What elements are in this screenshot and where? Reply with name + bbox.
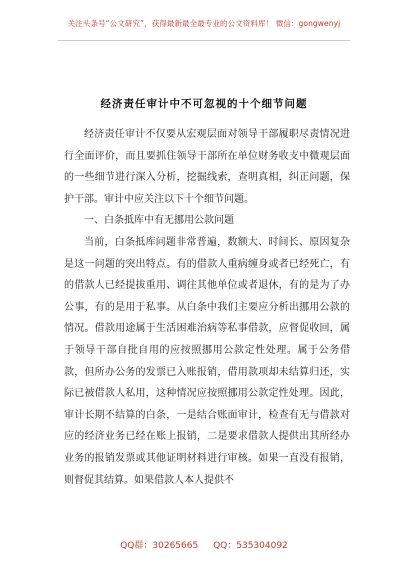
header-divider bbox=[58, 40, 350, 41]
page-footer bbox=[0, 538, 408, 551]
section-1-paragraph: 当前，白条抵库问题非常普遍，数额大、时间长、原因复杂是这一问题的突出特点。有的借款人重病缠身或者已经死亡，有的借款人已经提拔重用、调往其他单位或者退休，有的是为了办公事，有的是用于私事。从白条中我们主要应分析出挪用公款的情况。借款用途属于生活困难治病等私事借款，应督促收回，属于领导干部自批自用的应按照挪用公款定性处理。属于公务借款，但所办公务的发票已入账报销，借用款项却未结算归还，实际已被借款人私用，这种情况应按照挪用公款定性处理。因此，审计长期不结算的白条，一是结合账面审计，检查有无与借款对应的经济业务已经在账上报销，二是要求借款人提供出其所经办业务的报销发票或其他证明材料进行审核。如果一直没有报销，则督促其结算。如果借款人本人提供不 bbox=[64, 236, 350, 486]
footer-qq-number: QQ：535304092 bbox=[213, 541, 288, 551]
intro-paragraph: 经济责任审计不仅要从宏观层面对领导干部履职尽责情况进行全面评价，而且要抓住领导干部所在单位财务收支中微观层面的一些细节进行深入分析，挖掘线索，查明真相，纠正问题，保护干部。审计中应关注以下十个细节问题。 bbox=[64, 129, 350, 205]
document-title: 经济责任审计中不可忽视的十个细节问题 bbox=[100, 98, 308, 110]
document-body bbox=[64, 124, 350, 491]
page-header-banner: 关注头条号“公文研究”，获得最新最全最专业的公文资料库！ 微信：gongwenyj bbox=[67, 19, 341, 28]
footer-qq-group: QQ群：30265665 bbox=[120, 541, 199, 551]
section-heading-1: 一、白条抵库中有无挪用公款问题 bbox=[84, 215, 234, 227]
